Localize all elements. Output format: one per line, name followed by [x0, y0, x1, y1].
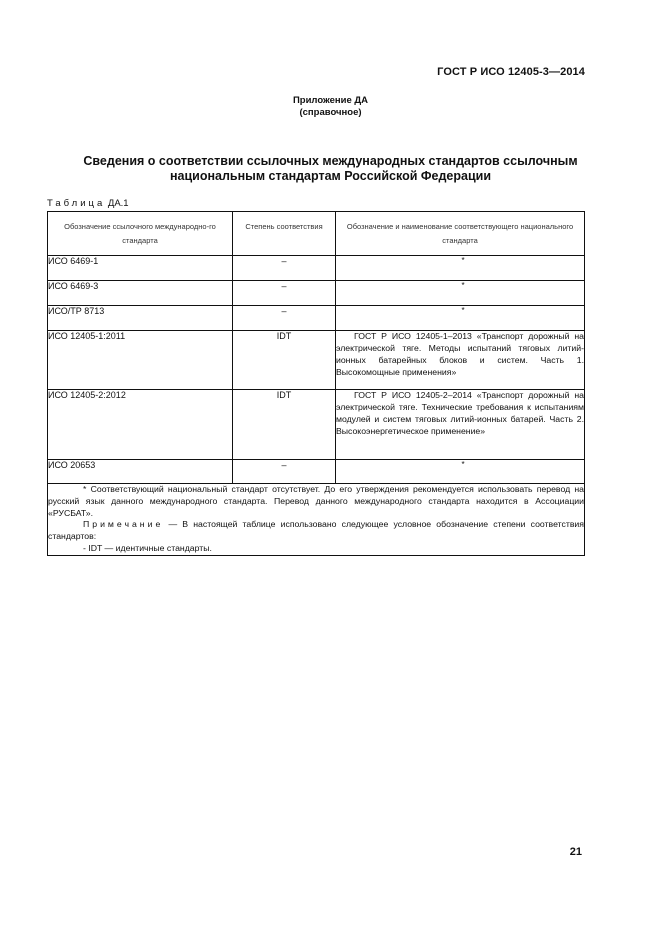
note-label: Примечание — [83, 519, 164, 530]
table-notes-row — [48, 484, 585, 556]
column-header-international: Обозначение ссылочного международно-го стандарта — [48, 212, 233, 256]
table-row — [48, 331, 585, 390]
table-caption — [47, 198, 129, 209]
national-standard-cell — [336, 390, 585, 460]
table-row — [48, 390, 585, 460]
page-number: 21 — [569, 846, 582, 858]
international-standard-cell: ИСО/ТР 8713 — [48, 306, 233, 331]
table-header-row — [48, 212, 585, 256]
international-standard-cell: ИСО 6469-3 — [48, 281, 233, 306]
international-standard-cell: ИСО 12405-2:2012 — [48, 390, 233, 460]
table-caption-number: ДА.1 — [107, 198, 129, 209]
degree-cell: IDT — [233, 390, 336, 460]
degree-cell: – — [233, 460, 336, 484]
appendix-header — [0, 95, 661, 119]
degree-cell: – — [233, 306, 336, 331]
table-caption-word: Таблица — [47, 198, 106, 209]
note-item: - IDT — идентичные стандарты. — [83, 542, 212, 553]
section-heading-line-2: национальным стандартам Российской Федерации — [169, 169, 492, 183]
column-header-degree: Степень соответствия — [233, 212, 336, 256]
document-code: ГОСТ Р ИСО 12405-3—2014 — [437, 66, 585, 78]
degree-cell: – — [233, 281, 336, 306]
column-header-national: Обозначение и наименование соответствующего национального стандарта — [336, 212, 585, 256]
degree-cell: – — [233, 256, 336, 281]
table-row — [48, 306, 585, 331]
note — [48, 519, 584, 543]
footnote: * Соответствующий национальный стандарт отсутствует. До его утверждения рекомендуется использовать перевод на русский язык данного международного стандарта. Перевод данного международного стандарта находится в Ассоциации «РУСБАТ». — [48, 484, 584, 518]
international-standard-cell: ИСО 12405-1:2011 — [48, 331, 233, 390]
table-notes — [48, 484, 585, 556]
table-row — [48, 460, 585, 484]
appendix-title: Приложение ДА — [292, 95, 369, 106]
appendix-subtitle: (справочное) — [299, 107, 362, 118]
international-standard-cell: ИСО 20653 — [48, 460, 233, 484]
degree-cell: IDT — [233, 331, 336, 390]
international-standard-cell: ИСО 6469-1 — [48, 256, 233, 281]
national-standard-description: ГОСТ Р ИСО 12405-2–2014 «Транспорт дорожный на электрической тяге. Технические требования к испытаниям модулей и систем тяговых литий-ионных батарей. Часть 2. Высокоэнергетическое применение» — [336, 390, 584, 436]
national-standard-cell — [336, 331, 585, 390]
national-standard-cell: * — [336, 281, 585, 306]
table-row — [48, 281, 585, 306]
national-standard-cell: * — [336, 256, 585, 281]
table-row — [48, 256, 585, 281]
standards-table — [47, 211, 585, 556]
section-heading-line-1: Сведения о соответствии ссылочных международных стандартов ссылочным — [83, 154, 578, 168]
national-standard-cell: * — [336, 460, 585, 484]
national-standard-description: ГОСТ Р ИСО 12405-1–2013 «Транспорт дорожный на электрической тяге. Методы испытаний тяговых литий-ионных батарейных блоков и систем. Часть 1. Высокомощные применения» — [336, 331, 584, 377]
national-standard-cell: * — [336, 306, 585, 331]
note-text: — В настоящей таблице использовано следующее условное обозначение степени соответствия стандартов: — [48, 519, 584, 542]
section-heading — [40, 154, 621, 184]
